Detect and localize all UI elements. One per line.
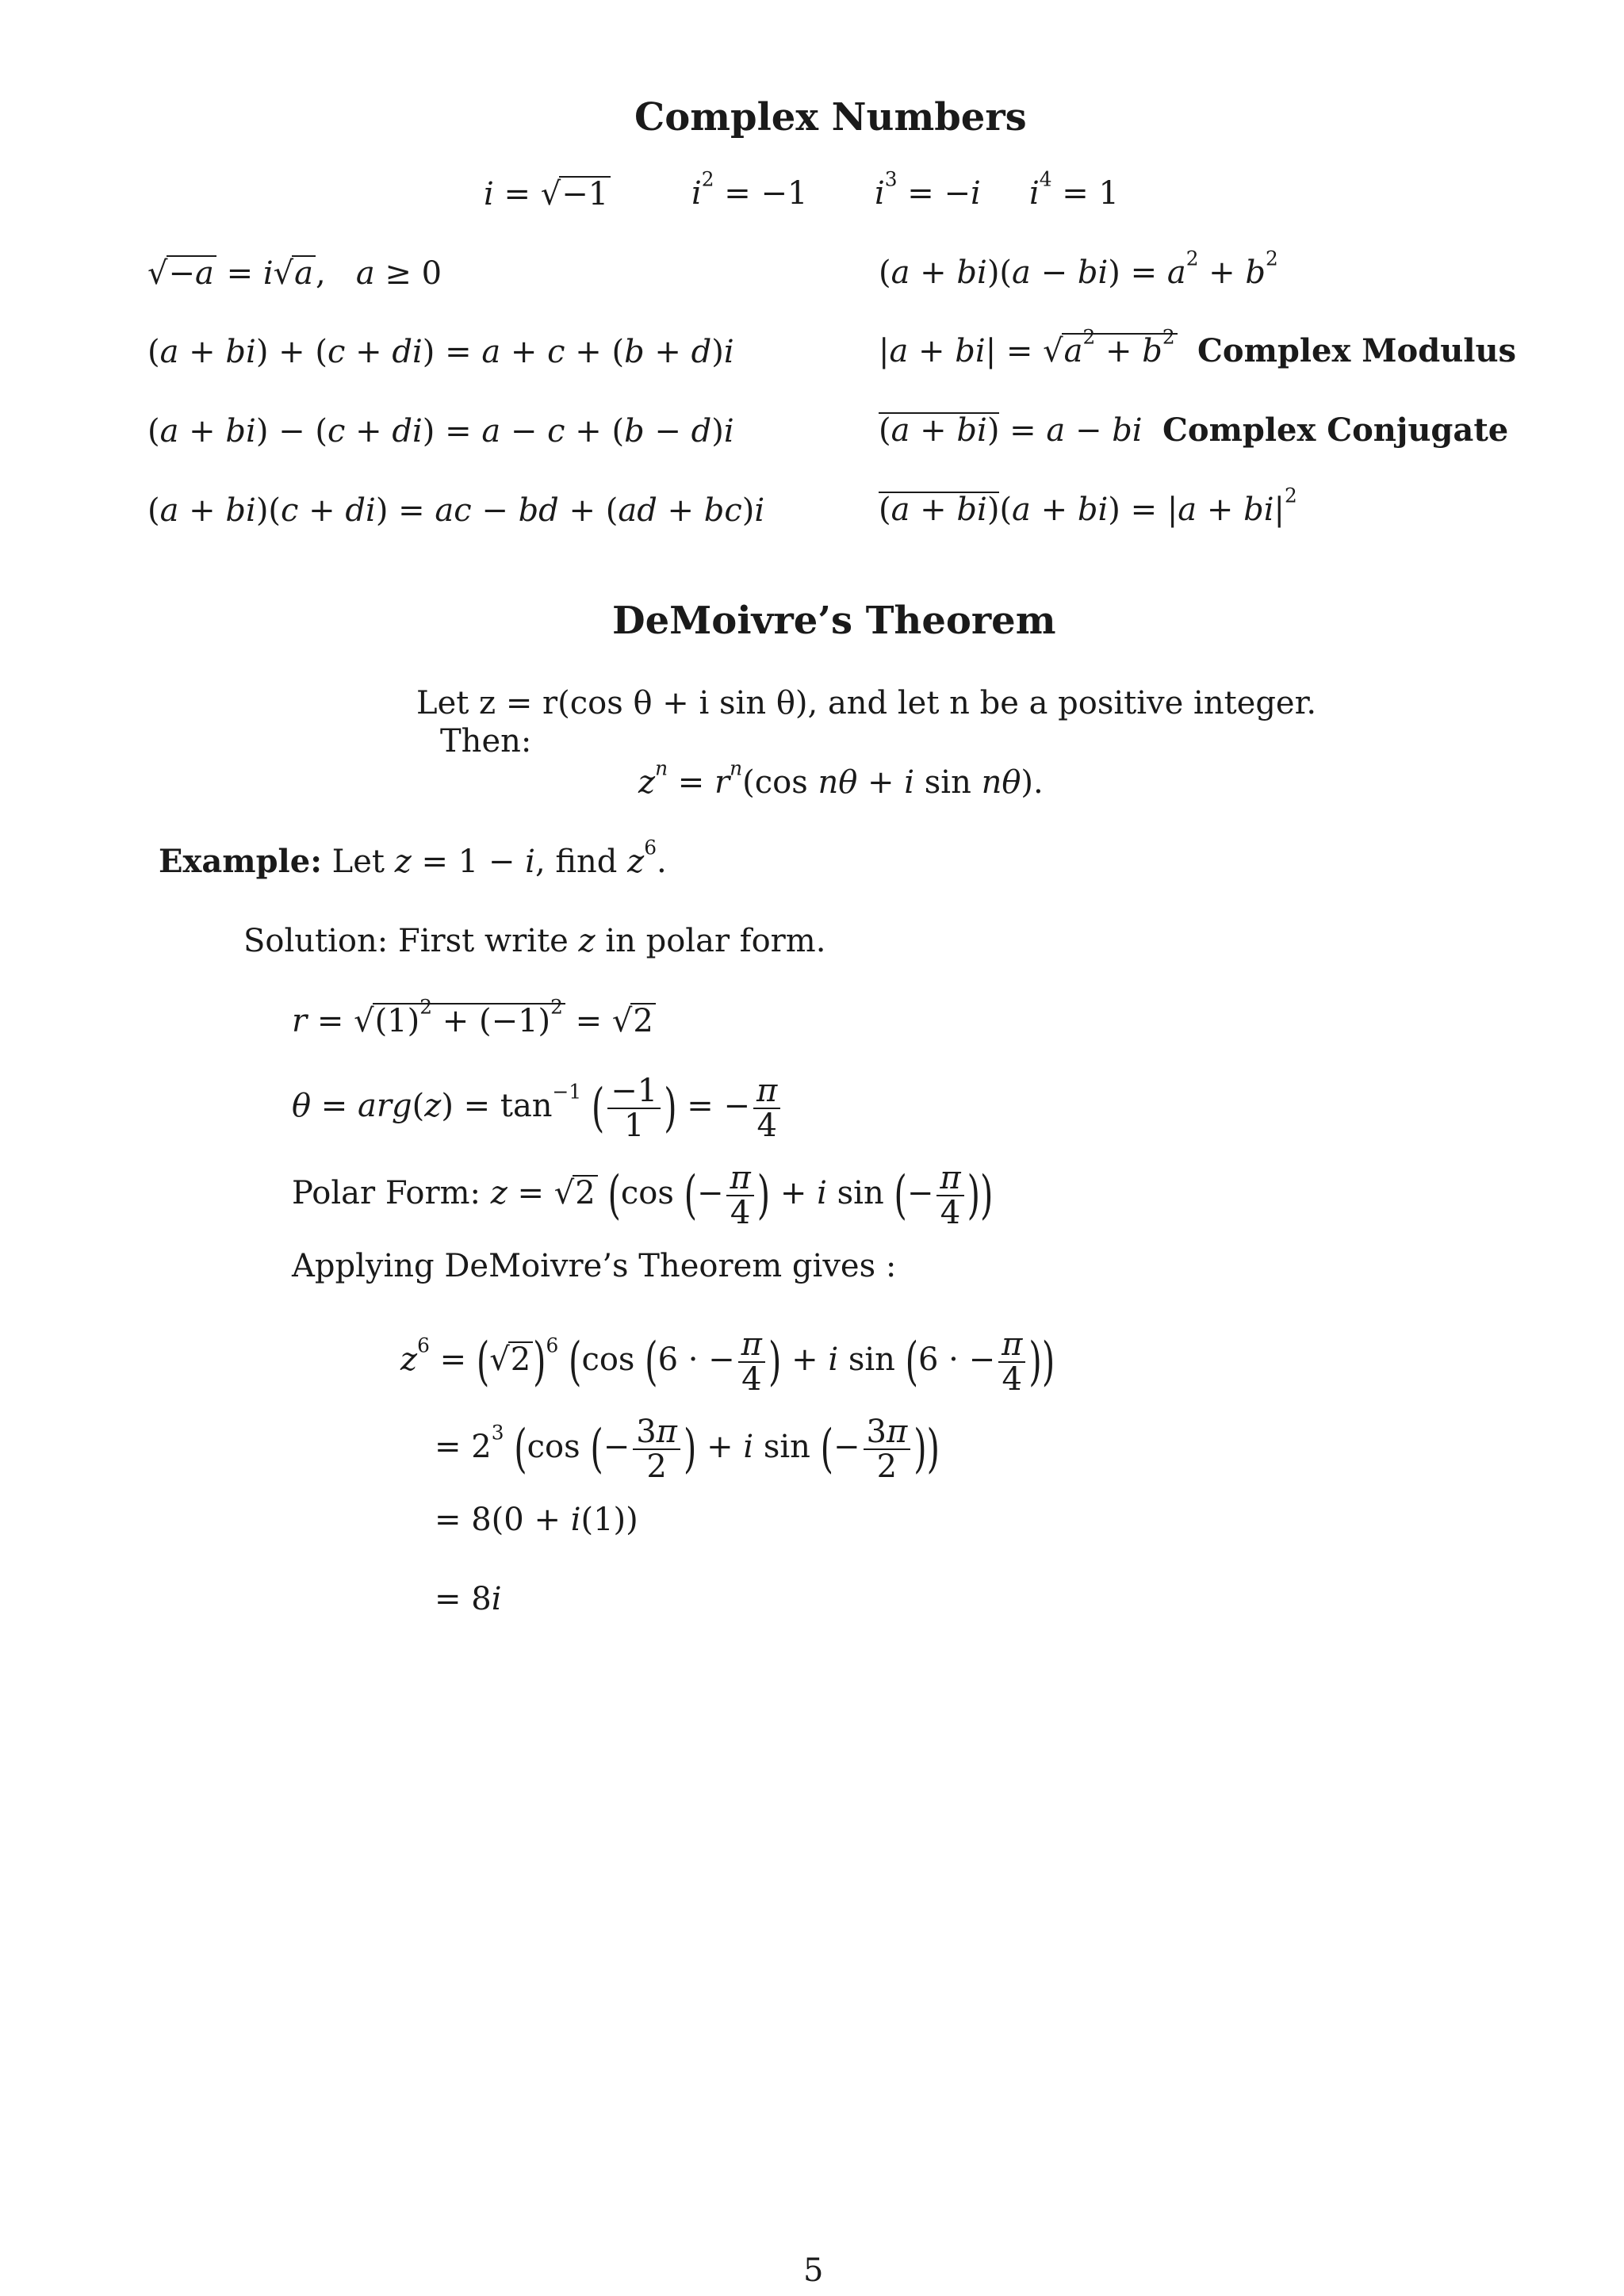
solution-polar-form: Polar Form: z = √2 (cos (− $\frac{\pi}{4}$ ) + i sin (− $\frac{\pi}{4}$ )) xyxy=(292,1160,994,1231)
complex-conjugate-label: Complex Conjugate xyxy=(1162,411,1509,449)
identity-conjugate-times-z: $(a + bi)(a + bi) = |a + bi|^2$ xyxy=(879,484,1297,528)
identity-conjugate: (a + bi) = a − bi Complex Conjugate xyxy=(879,411,1509,449)
step-4: = 8i xyxy=(435,1581,502,1617)
step-3: = 8(0 + i(1)) xyxy=(435,1502,638,1538)
power-i2: $i^2 = -1$ xyxy=(691,167,808,212)
theorem-formula: $z^n = r^n(\cos$ nθ + i sin nθ). xyxy=(638,756,1044,801)
power-i3: $i^3 = -i$ xyxy=(875,167,981,212)
identity-conjugate-product: $(a + bi)(a - bi) = a^2 + b^2$ xyxy=(879,247,1278,291)
identity-difference: (a + bi) − (c + di) = a − c + (b − d)i xyxy=(147,413,734,450)
section-title-complex-numbers: Complex Numbers xyxy=(634,95,1027,140)
theorem-then: Then: xyxy=(440,723,532,760)
example-label: Example: xyxy=(159,843,322,880)
power-i4: $i^4 = 1$ xyxy=(1029,167,1119,212)
solution-intro: Solution: First write z in polar form. xyxy=(243,923,826,959)
example: Example: Let z = 1 − i, find $z^6$. xyxy=(159,836,667,880)
theorem-statement: Let z = r(cos θ + i sin θ), and let n be a positive integer. xyxy=(416,685,1317,721)
identity-product: (a + bi)(c + di) = ac − bd + (ad + bc)i xyxy=(147,492,765,529)
page-number: 5 xyxy=(803,2252,824,2289)
complex-modulus-label: Complex Modulus xyxy=(1197,332,1517,369)
identity-modulus: $|a + bi| = √a^2 + b^2$ Complex Modulus xyxy=(879,325,1517,369)
step-2: = $2^3$ (cos (− $\frac{3\pi}{2}$ ) + i sin (− $\frac{3\pi}{2}$ )) xyxy=(435,1414,940,1485)
solution-r: $r = √(1)^2 + (-1)^2 = √2$ xyxy=(292,1003,656,1039)
identity-sum: (a + bi) + (c + di) = a + c + (b + d)i xyxy=(147,334,734,370)
solution-theta: $\theta = arg(z) = \tan^{-1}$ ( $\frac{-1}{1}$ ) = − $\frac{\pi}{4}$ xyxy=(292,1074,783,1142)
applying-theorem: Applying DeMoivre’s Theorem gives : xyxy=(292,1248,897,1284)
polar-form-label: Polar Form: xyxy=(292,1175,481,1211)
power-i1: i = √−1 xyxy=(484,176,611,212)
identity-sqrt-neg-a: √−a = i√a, a ≥ 0 xyxy=(147,255,442,292)
section-title-demoivre: DeMoivre’s Theorem xyxy=(612,599,1056,643)
step-1: $z^6 = (√2)^6$ (cos (6 · − $\frac{\pi}{4}$ ) + i sin (6 · − $\frac{\pi}{4}$ )) xyxy=(400,1326,1055,1398)
